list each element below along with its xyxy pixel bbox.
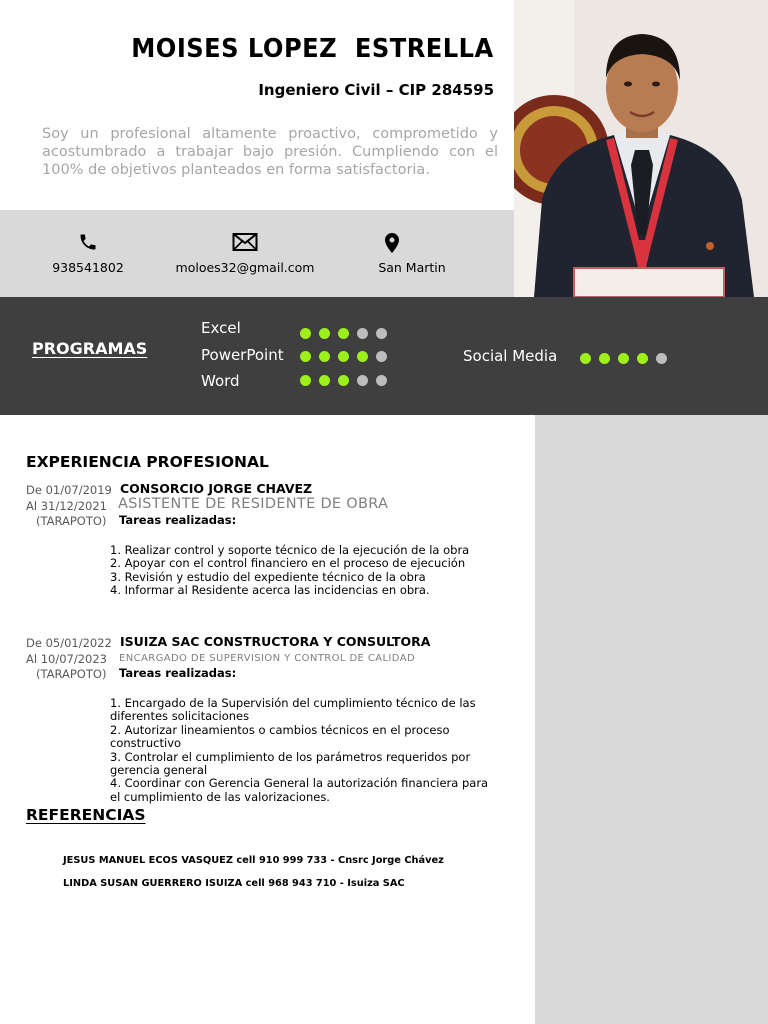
skill-name-word: Word (201, 372, 240, 390)
rating-dot (300, 351, 311, 362)
skill-name-powerpoint: PowerPoint (201, 346, 284, 364)
list-item: 4. Coordinar con Gerencia General la autorización financiera para el cumplimiento de las valorizaciones. (110, 776, 489, 804)
job-1-from: De 01/07/2019 (26, 483, 112, 497)
rating-dot (376, 375, 387, 386)
rating-dot (300, 328, 311, 339)
job-1-to: Al 31/12/2021 (26, 498, 107, 513)
skill-rating-social-media (580, 353, 667, 364)
job-1-dates (26, 483, 112, 530)
skill-rating-excel (300, 328, 387, 339)
job-1-role: ASISTENTE DE RESIDENTE DE OBRA (118, 496, 389, 512)
rating-dot (580, 353, 591, 364)
rating-dot (319, 375, 330, 386)
rating-dot (319, 328, 330, 339)
full-name: MOISES LOPEZ ESTRELLA (131, 34, 494, 64)
contact-email (175, 232, 315, 275)
rating-dot (656, 353, 667, 364)
rating-dot (300, 375, 311, 386)
rating-dot (618, 353, 629, 364)
experience-title: EXPERIENCIA PROFESIONAL (26, 453, 269, 471)
list-item: 4. Informar al Residente acerca las incidencias en obra. (110, 583, 430, 598)
job-2-dates (26, 636, 112, 683)
list-item: 1. Realizar control y soporte técnico de la ejecución de la obra (110, 543, 470, 557)
programs-band (0, 297, 768, 415)
list-item: 2. Autorizar lineamientos o cambios técnicos en el proceso constructivo (110, 722, 450, 751)
rating-dot (338, 375, 349, 386)
rating-dot (338, 328, 349, 339)
job-2-from: De 05/01/2022 (26, 636, 112, 650)
rating-dot (338, 351, 349, 362)
reference-2: LINDA SUSAN GUERRERO ISUIZA cell 968 943 710 - Isuiza SAC (63, 878, 405, 889)
skill-rating-word (300, 375, 387, 386)
list-item: 3. Revisión y estudio del expediente técnico de la obra (110, 569, 426, 584)
header (0, 0, 514, 210)
list-item: 3. Controlar el cumplimiento de los parámetros requeridos por gerencia general (110, 749, 471, 778)
job-2-company: ISUIZA SAC CONSTRUCTORA Y CONSULTORA (120, 634, 431, 649)
job-2-tasks-label: Tareas realizadas: (119, 666, 237, 680)
location-text: San Martin (378, 260, 446, 275)
location-pin-icon (372, 232, 452, 256)
rating-dot (357, 328, 368, 339)
profile-summary: Soy un profesional altamente proactivo, comprometido y acostumbrado a trabajar bajo presión. Cumpliendo con el 100% de objetivos planteados en forma satisfactoria. (42, 126, 498, 178)
phone-number: 938541802 (52, 260, 124, 275)
mail-icon (175, 232, 315, 256)
job-1-location: (TARAPOTO) (36, 514, 107, 528)
job-2-to: Al 10/07/2023 (26, 651, 107, 666)
contact-band (0, 210, 514, 297)
rating-dot (357, 351, 368, 362)
rating-dot (599, 353, 610, 364)
rating-dot (376, 351, 387, 362)
references-title: REFERENCIAS (26, 806, 146, 824)
job-1-tasks-label: Tareas realizadas: (119, 513, 237, 527)
profile-photo (514, 0, 768, 297)
rating-dot (357, 375, 368, 386)
job-2-role: ENCARGADO DE SUPERVISION Y CONTROL DE CALIDAD (119, 653, 416, 664)
reference-1: JESUS MANUEL ECOS VASQUEZ cell 910 999 733 - Cnsrc Jorge Chávez (63, 855, 444, 866)
skill-name-social-media: Social Media (463, 347, 558, 365)
job-2-location: (TARAPOTO) (36, 667, 107, 681)
contact-phone (48, 232, 128, 275)
email-address: moloes32@gmail.com (175, 260, 315, 275)
rating-dot (376, 328, 387, 339)
professional-title: Ingeniero Civil – CIP 284595 (258, 81, 494, 99)
programs-title: PROGRAMAS (32, 339, 148, 358)
list-item: 2. Apoyar con el control financiero en el proceso de ejecución (110, 556, 466, 571)
skill-name-excel: Excel (201, 319, 241, 337)
rating-dot (319, 351, 330, 362)
job-1-company: CONSORCIO JORGE CHAVEZ (120, 481, 313, 496)
right-sidebar (535, 415, 768, 1024)
phone-icon (48, 232, 128, 256)
job-2-task-list (110, 697, 490, 804)
job-1-task-list (110, 544, 490, 598)
skill-rating-powerpoint (300, 351, 387, 362)
rating-dot (637, 353, 648, 364)
list-item: 1. Encargado de la Supervisión del cumplimiento técnico de las diferentes solicitaciones (110, 696, 476, 724)
portrait-illustration (514, 0, 768, 297)
contact-location (372, 232, 452, 275)
